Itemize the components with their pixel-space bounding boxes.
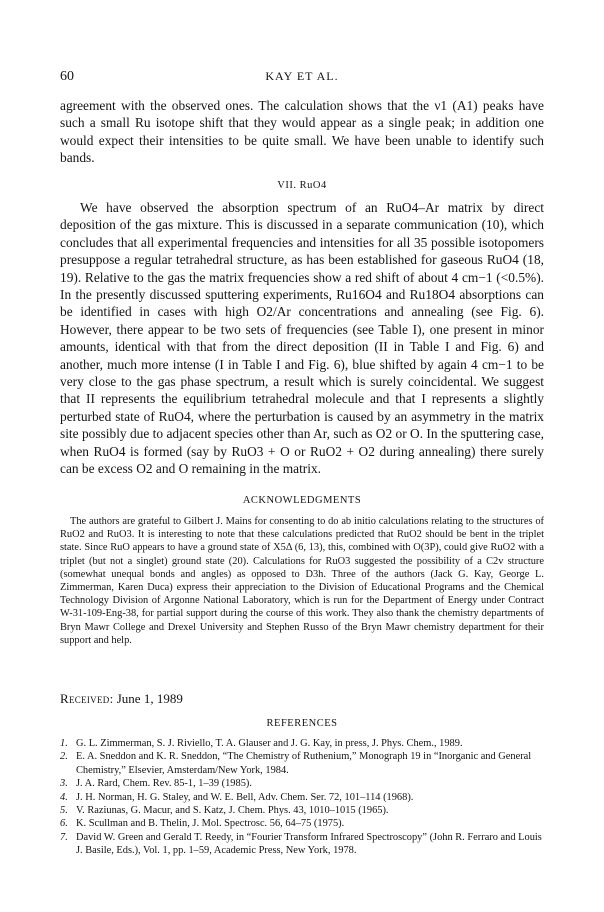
reference-item: 5. V. Raziunas, G. Macur, and S. Katz, J. Chem. Phys. 43, 1010–1015 (1965). [60, 805, 389, 817]
reference-item: 1. G. L. Zimmerman, S. J. Riviello, T. A. Glauser and J. G. Kay, in press, J. Phys. Chem., 1989. [60, 738, 463, 749]
reference-item: 4. J. H. Norman, H. G. Staley, and W. E. Bell, Adv. Chem. Ser. 72, 101–114 (1968). [60, 791, 414, 803]
intro-paragraph: agreement with the observed ones. The calculation shows that the ν1 (A1) peaks have such a small Ru isotope shift that they would appear as a single peak; in addition one would expect their intensities to be quite small. We have been unable to identify such bands. [60, 98, 544, 166]
reference-item: 6. K. Scullman and B. Thelin, J. Mol. Spectrosc. 56, 64–75 (1975). [60, 818, 345, 830]
references-list [60, 737, 544, 858]
acknowledgments-text: The authors are grateful to Gilbert J. Mains for consenting to do ab initio calculations relating to the structures of RuO2 and RuO3. It is interesting to note that these calculations predicted that RuO2 should be bent in the triplet state. Since RuO appears to have a ground state of X5Δ (6, 13), this, combined with O(3P), could give RuO2 with a triplet (but not a singlet) ground state (20). Calculations for RuO3 suggested the possibility of a C2v structure (somewhat unequal bonds and angles) as opposed to D3h. Three of the authors (Jack G. Kay, George L. Zimmerman, Karen Duca) express their appreciation to the Division of Educational Programs and the Chemical Technology Division of Argonne National Laboratory, which is run for the Department of Energy under Contract W-31-109-Eng-38, for partial support during the course of this work. They also thank the chemistry departments of Bryn Mawr College and Drexel University and Stephen Russo of the Bryn Mawr chemistry department for their support and help. [60, 516, 544, 646]
reference-item: 2. E. A. Sneddon and K. R. Sneddon, “The Chemistry of Ruthenium,” Monograph 19 in “Inorganic and General Chemistry,” Elsevier, Amsterdam/New York, 1984. [60, 751, 532, 776]
received-line [60, 691, 183, 707]
page-number: 60 [60, 69, 74, 84]
intro-paragraph-block [60, 97, 544, 167]
reference-item: 7. David W. Green and Gerald T. Reedy, in “Fourier Transform Infrared Spectroscopy” (John R. Ferraro and Louis J. Basile, Eds.), Vol. 1, pp. 1–59, Academic Press, New York, 1978. [60, 831, 542, 857]
references-title: REFERENCES [266, 718, 338, 729]
section-title: VII. RuO4 [277, 180, 327, 191]
acknowledgments-block [60, 515, 544, 647]
received-date: June 1, 1989 [116, 691, 183, 706]
acknowledgments-title: ACKNOWLEDGMENTS [242, 495, 362, 506]
page-header [60, 69, 544, 89]
running-head: KAY ET AL. [265, 69, 339, 83]
received-label: Received: [60, 691, 114, 706]
reference-item: 3. J. A. Rard, Chem. Rev. 85-1, 1–39 (1985). [60, 778, 252, 790]
section-body [60, 199, 544, 478]
section-paragraph: We have observed the absorption spectrum of an RuO4–Ar matrix by direct deposition of the gas mixture. This is discussed in a separate communication (10), which concludes that all experimental frequencies and intensities for all 35 possible isotopomers presuppose a regular tetrahedral structure, as has been established for gaseous RuO4 (18, 19). Relative to the gas the matrix frequencies show a red shift of about 4 cm−1 (<0.5%). In the presently discussed sputtering experiments, Ru16O4 and Ru18O4 absorptions can be identified in cases with high O2/Ar concentrations and annealing (see Fig. 6). However, there appear to be two sets of frequencies (see Table I), one present in minor amounts, identical with that from the direct deposition (II in Table I and Fig. 6) and another, much more intense (I in Table I and Fig. 6), blue shifted by again 4 cm−1 to be very close to the gas phase spectrum, a result which is surely coincidental. We suggest that II represents the equilibrium tetrahedral molecule and that I represents a slightly perturbed state of RuO4, where the perturbation is caused by an asymmetry in the matrix site possibly due to adjacent species other than Ar, such as O2 or O. In the sputtering case, when RuO4 is formed (say by RuO3 + O or RuO2 + O2 during annealing) there surely can be excess O2 and O remaining in the matrix. [60, 200, 544, 477]
